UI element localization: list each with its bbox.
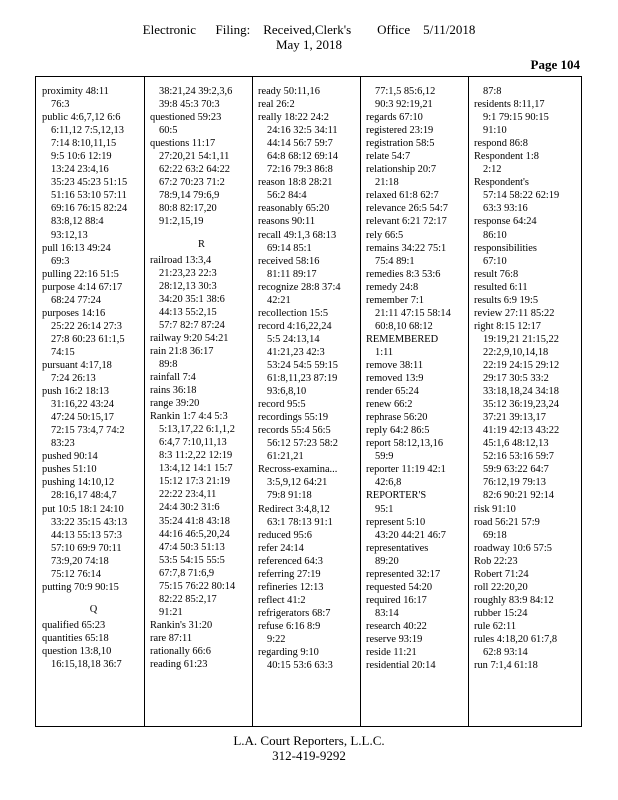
index-entry: recordings 55:19 [258, 412, 329, 424]
index-entry-continuation: 29:17 30:5 33:2 [483, 373, 549, 385]
index-entry: response 64:24 [474, 216, 537, 228]
index-entry: resulted 6:11 [474, 281, 528, 293]
index-entry: roadway 10:6 57:5 [474, 542, 552, 554]
column-divider [144, 77, 145, 726]
index-entry: roughly 83:9 84:12 [474, 594, 554, 606]
index-entry: residents 8:11,17 [474, 99, 545, 111]
index-entry-continuation: 47:24 50:15,17 [51, 412, 114, 424]
index-entry-continuation: 91:2,15,19 [159, 216, 204, 228]
index-entry-continuation: 9:5 10:6 12:19 [51, 151, 112, 163]
index-entry-continuation: 93:6,8,10 [267, 386, 307, 398]
index-entry-continuation: 76:3 [51, 99, 70, 111]
index-entry: reserve 93:19 [366, 633, 423, 645]
index-entry-continuation: 7:14 8:10,11,15 [51, 138, 117, 150]
index-entry: risk 91:10 [474, 503, 516, 515]
index-entry-continuation: 5:13,17,22 6:1,1,2 [159, 424, 235, 436]
index-entry: representatives [366, 542, 429, 554]
index-entry-continuation: 91:21 [159, 606, 183, 618]
index-entry: relate 54:7 [366, 151, 411, 163]
index-entry: rules 4:18,20 61:7,8 [474, 633, 558, 645]
index-entry-continuation: 57:10 69:9 70:11 [51, 542, 122, 554]
index-entry-continuation: 22:22 23:4,11 [159, 489, 217, 501]
index-entry-continuation: 86:10 [483, 229, 507, 241]
index-entry: rule 62:11 [474, 620, 517, 632]
index-entry: removed 13:9 [366, 373, 424, 385]
index-entry: referring 27:19 [258, 568, 321, 580]
index-entry-continuation: 60:8,10 68:12 [375, 320, 433, 332]
index-entry-continuation: 13:24 23:4,16 [51, 164, 109, 176]
index-letter-heading: R [198, 238, 205, 250]
index-entry-continuation: 69:3 [51, 255, 70, 267]
index-entry: registration 58:5 [366, 138, 435, 150]
index-entry: rely 66:5 [366, 229, 404, 241]
index-entry-continuation: 1:11 [375, 346, 394, 358]
index-entry-continuation: 35:24 41:8 43:18 [159, 515, 231, 527]
index-entry-continuation: 51:16 53:10 57:11 [51, 190, 127, 202]
index-entry: ready 50:11,16 [258, 86, 320, 97]
index-entry: reading 61:23 [150, 659, 208, 671]
footer-phone: 312-419-9292 [272, 748, 346, 763]
index-entry-continuation: 74:15 [51, 346, 75, 358]
index-entry-continuation: 5:5 24:13,14 [267, 333, 320, 345]
index-entry-continuation: 27:8 60:23 61:1,5 [51, 333, 125, 345]
index-entry: rain 21:8 36:17 [150, 345, 214, 357]
index-entry: rubber 15:24 [474, 607, 528, 619]
index-entry-continuation: 63:1 78:13 91:1 [267, 516, 333, 528]
index-entry: residential 20:14 [366, 660, 436, 672]
index-entry: pushes 51:10 [42, 464, 97, 476]
index-entry-continuation: 3:5,9,12 64:21 [267, 477, 328, 489]
index-entry-continuation: 21:23,23 22:3 [159, 267, 217, 279]
index-entry-continuation: 38:21,24 39:2,3,6 [159, 86, 233, 97]
index-entry-continuation: 21:11 47:15 58:14 [375, 307, 451, 319]
index-entry: rainfall 7:4 [150, 371, 196, 383]
index-entry: railway 9:20 54:21 [150, 332, 229, 344]
index-entry-continuation: 24:4 30:2 31:6 [159, 502, 220, 514]
index-entry: proximity 48:11 [42, 86, 109, 97]
index-entry-continuation: 22:19 24:15 29:12 [483, 359, 560, 371]
index-entry: pulling 22:16 51:5 [42, 268, 119, 280]
index-entry-continuation: 69:18 [483, 529, 507, 541]
index-entry-continuation: 44:16 46:5,20,24 [159, 528, 230, 540]
index-entry-continuation: 6:4,7 7:10,11,13 [159, 437, 227, 449]
index-entry: REMEMBERED [366, 333, 439, 345]
index-entry: pursuant 4:17,18 [42, 359, 112, 371]
index-entry-continuation: 56:12 57:23 58:2 [267, 438, 339, 450]
index-entry: requested 54:20 [366, 581, 433, 593]
index-entry: Respondent 1:8 [474, 151, 539, 163]
index-entry: railroad 13:3,4 [150, 254, 212, 266]
index-column-3 [258, 85, 361, 672]
index-entry-continuation: 35:12 36:19,23,24 [483, 399, 559, 411]
index-entry-continuation: 67:7,8 71:6,9 [159, 567, 215, 579]
index-entry: remedy 24:8 [366, 281, 419, 293]
index-entry-continuation: 57:14 58:22 62:19 [483, 190, 560, 202]
index-entry: referenced 64:3 [258, 555, 323, 567]
index-entry-continuation: 67:10 [483, 255, 507, 267]
index-entry-continuation: 77:1,5 85:6,12 [375, 86, 436, 97]
index-entry-continuation: 73:9,20 74:18 [51, 555, 109, 567]
index-entry-continuation: 82:6 90:21 92:14 [483, 490, 555, 502]
index-entry: pull 16:13 49:24 [42, 242, 111, 254]
index-entry: putting 70:9 90:15 [42, 581, 119, 593]
index-entry: real 26:2 [258, 99, 295, 111]
index-entry-continuation: 25:22 26:14 27:3 [51, 320, 123, 332]
page-number: Page 104 [530, 57, 580, 72]
index-table [35, 76, 582, 727]
index-entry: record 4:16,22,24 [258, 320, 332, 332]
index-entry: refuse 6:16 8:9 [258, 620, 321, 632]
index-entry-continuation: 81:11 89:17 [267, 268, 317, 280]
index-entry-continuation: 60:5 [159, 125, 178, 137]
filing-date-line: May 1, 2018 [275, 37, 343, 52]
index-entry: registered 23:19 [366, 125, 434, 137]
index-entry-continuation: 9:22 [267, 633, 286, 645]
index-entry: qualified 65:23 [42, 619, 106, 631]
index-entry-continuation: 67:2 70:23 71:2 [159, 177, 225, 189]
index-entry-continuation: 16:15,18,18 36:7 [51, 659, 122, 671]
index-entry-continuation: 2:12 [483, 164, 502, 176]
index-entry: relaxed 61:8 62:7 [366, 190, 439, 202]
index-entry: remember 7:1 [366, 294, 424, 306]
index-entry: Rob 22:23 [474, 555, 518, 567]
index-column-5 [474, 85, 577, 672]
index-entry: recollection 15:5 [258, 307, 329, 319]
index-entry-continuation: 13:4,12 14:1 15:7 [159, 463, 233, 475]
index-entry-continuation: 69:16 76:15 82:24 [51, 203, 128, 215]
index-entry: relevance 26:5 54:7 [366, 203, 448, 215]
index-entry: run 7:1,4 61:18 [474, 660, 538, 672]
index-entry-continuation: 9:1 79:15 90:15 [483, 112, 549, 124]
index-entry: reflect 41:2 [258, 594, 306, 606]
index-entry-continuation: 41:21,23 42:3 [267, 346, 325, 358]
index-entry: refer 24:14 [258, 542, 304, 554]
index-entry-continuation: 76:12,19 79:13 [483, 477, 546, 489]
index-entry: regarding 9:10 [258, 647, 319, 659]
index-entry-continuation: 39:8 45:3 70:3 [159, 99, 220, 111]
index-entry: question 13:8,10 [42, 645, 112, 657]
index-column-2 [150, 85, 253, 671]
index-entry: Respondent's [474, 177, 529, 189]
index-entry: really 18:22 24:2 [258, 112, 329, 124]
index-entry-continuation: 95:1 [375, 503, 394, 515]
index-entry-continuation: 27:20,21 54:1,11 [159, 151, 230, 163]
index-entry-continuation: 42:21 [267, 294, 291, 306]
index-entry: Redirect 3:4,8,12 [258, 503, 330, 515]
index-entry: Rankin 1:7 4:4 5:3 [150, 411, 228, 423]
index-entry: represent 5:10 [366, 516, 426, 528]
index-entry-continuation: 42:6,8 [375, 477, 402, 489]
index-entry: reporter 11:19 42:1 [366, 464, 446, 476]
index-entry: quantities 65:18 [42, 632, 109, 644]
index-entry-continuation: 64:8 68:12 69:14 [267, 151, 339, 163]
index-entry: reduced 95:6 [258, 529, 312, 541]
index-entry-continuation: 43:20 44:21 46:7 [375, 529, 447, 541]
footer-company: L.A. Court Reporters, L.L.C. [233, 733, 385, 748]
index-entry-continuation: 33:18,18,24 34:18 [483, 386, 559, 398]
index-entry: pushed 90:14 [42, 451, 98, 463]
index-entry-continuation: 35:23 45:23 51:15 [51, 177, 128, 189]
index-entry: rephrase 56:20 [366, 412, 428, 424]
index-entry-continuation: 28:16,17 48:4,7 [51, 490, 117, 502]
index-entry-continuation: 89:8 [159, 358, 178, 370]
index-entry-continuation: 83:23 [51, 438, 75, 450]
index-entry-continuation: 37:21 39:13,17 [483, 412, 546, 424]
index-entry: relationship 20:7 [366, 164, 437, 176]
index-entry-continuation: 62:8 93:14 [483, 647, 528, 659]
index-entry: pushing 14:10,12 [42, 477, 115, 489]
index-entry: right 8:15 12:17 [474, 320, 541, 332]
column-divider [468, 77, 469, 726]
index-entry-continuation: 83:14 [375, 607, 399, 619]
index-entry-continuation: 44:13 55:13 57:3 [51, 529, 123, 541]
index-entry-continuation: 93:12,13 [51, 229, 88, 241]
index-entry-continuation: 15:12 17:3 21:19 [159, 476, 231, 488]
index-entry: purposes 14:16 [42, 307, 106, 319]
index-entry: reason 18:8 28:21 [258, 177, 333, 189]
index-entry: research 40:22 [366, 620, 427, 632]
index-entry: put 10:5 18:1 24:10 [42, 503, 124, 515]
index-letter-heading: Q [89, 603, 98, 615]
index-entry-continuation: 61:8,11,23 87:19 [267, 373, 338, 385]
index-entry-continuation: 40:15 53:6 63:3 [267, 660, 333, 672]
index-column-4 [366, 85, 469, 672]
index-entry: rationally 66:6 [150, 645, 211, 657]
index-entry: rains 36:18 [150, 385, 197, 397]
index-entry: questions 11:17 [150, 138, 216, 150]
index-entry-continuation: 59:9 63:22 64:7 [483, 464, 549, 476]
index-entry: Rankin's 31:20 [150, 619, 213, 631]
index-entry-continuation: 90:3 92:19,21 [375, 99, 433, 111]
index-entry: push 16:2 18:13 [42, 386, 109, 398]
index-entry: represented 32:17 [366, 568, 441, 580]
index-entry-continuation: 75:4 89:1 [375, 255, 415, 267]
index-entry-continuation: 45:1,6 48:12,13 [483, 438, 549, 450]
index-entry: respond 86:8 [474, 138, 528, 150]
index-entry: remains 34:22 75:1 [366, 242, 447, 254]
index-entry: review 27:11 85:22 [474, 307, 555, 319]
index-entry-continuation: 56:2 84:4 [267, 190, 307, 202]
index-entry: purpose 4:14 67:17 [42, 281, 123, 293]
index-entry: records 55:4 56:5 [258, 425, 331, 437]
index-entry: remove 38:11 [366, 359, 424, 371]
index-entry-continuation: 52:16 53:16 59:7 [483, 451, 555, 463]
index-entry-continuation: 53:24 54:5 59:15 [267, 359, 339, 371]
index-entry-continuation: 62:22 63:2 64:22 [159, 164, 231, 176]
index-entry: regards 67:10 [366, 112, 423, 124]
index-entry-continuation: 80:8 82:17,20 [159, 203, 217, 215]
index-entry: relevant 6:21 72:17 [366, 216, 447, 228]
index-entry-continuation: 61:21,21 [267, 451, 304, 463]
index-entry: received 58:16 [258, 255, 320, 267]
index-entry-continuation: 72:15 73:4,7 74:2 [51, 425, 125, 437]
index-entry: required 16:17 [366, 594, 427, 606]
index-entry: questioned 59:23 [150, 112, 222, 124]
index-entry-continuation: 72:16 79:3 86:8 [267, 164, 333, 176]
index-entry-continuation: 22:2,9,10,14,18 [483, 346, 549, 358]
index-entry: recognize 28:8 37:4 [258, 281, 341, 293]
index-entry: REPORTER'S [366, 490, 427, 502]
index-entry-continuation: 24:16 32:5 34:11 [267, 125, 338, 137]
index-entry-continuation: 59:9 [375, 451, 394, 463]
index-entry-continuation: 91:10 [483, 125, 507, 137]
index-entry-continuation: 69:14 85:1 [267, 242, 312, 254]
index-entry-continuation: 57:7 82:7 87:24 [159, 319, 225, 331]
index-entry: Recross-examina... [258, 464, 338, 476]
index-entry: roll 22:20,20 [474, 581, 528, 593]
index-entry: public 4:6,7,12 6:6 [42, 112, 121, 124]
index-entry: reply 64:2 86:5 [366, 425, 430, 437]
index-entry: results 6:9 19:5 [474, 294, 539, 306]
index-entry-continuation: 6:11,12 7:5,12,13 [51, 125, 124, 137]
column-divider [360, 77, 361, 726]
index-entry: renew 66:2 [366, 399, 413, 411]
index-entry-continuation: 87:8 [483, 86, 502, 97]
index-entry-continuation: 68:24 77:24 [51, 294, 101, 306]
index-entry: range 39:20 [150, 398, 200, 410]
index-entry-continuation: 83:8,12 88:4 [51, 216, 104, 228]
index-entry: report 58:12,13,16 [366, 438, 444, 450]
index-entry: result 76:8 [474, 268, 519, 280]
index-entry-continuation: 79:8 91:18 [267, 490, 312, 502]
index-entry-continuation: 89:20 [375, 555, 399, 567]
index-entry-continuation: 31:16,22 43:24 [51, 399, 114, 411]
index-entry-continuation: 34:20 35:1 38:6 [159, 293, 225, 305]
index-entry-continuation: 41:19 42:13 43:22 [483, 425, 560, 437]
index-entry-continuation: 44:13 55:2,15 [159, 306, 217, 318]
index-column-1 [42, 85, 145, 671]
index-entry: record 95:5 [258, 399, 306, 411]
filing-stamp-line: Electronic Filing: Received,Clerk's Office 5/11/2018 [142, 22, 476, 37]
index-entry-continuation: 75:15 76:22 80:14 [159, 580, 236, 592]
index-entry-continuation: 75:12 76:14 [51, 568, 101, 580]
index-entry: road 56:21 57:9 [474, 516, 540, 528]
index-entry: recall 49:1,3 68:13 [258, 229, 337, 241]
index-entry-continuation: 28:12,13 30:3 [159, 280, 217, 292]
index-entry-continuation: 44:14 56:7 59:7 [267, 138, 333, 150]
index-entry: reasons 90:11 [258, 216, 316, 228]
index-entry-continuation: 63:3 93:16 [483, 203, 528, 215]
index-entry: render 65:24 [366, 386, 419, 398]
index-entry-continuation: 82:22 85:2,17 [159, 593, 217, 605]
index-entry-continuation: 21:18 [375, 177, 399, 189]
index-entry-continuation: 78:9,14 79:6,9 [159, 190, 220, 202]
index-entry: Robert 71:24 [474, 568, 529, 580]
index-entry: remedies 8:3 53:6 [366, 268, 441, 280]
column-divider [252, 77, 253, 726]
index-entry-continuation: 8:3 11:2,22 12:19 [159, 450, 233, 462]
index-entry-continuation: 53:5 54:15 55:5 [159, 554, 225, 566]
index-entry: responsibilities [474, 242, 537, 254]
index-entry: reside 11:21 [366, 647, 417, 659]
index-entry: refrigerators 68:7 [258, 607, 331, 619]
index-entry-continuation: 33:22 35:15 43:13 [51, 516, 128, 528]
index-entry-continuation: 47:4 50:3 51:13 [159, 541, 225, 553]
index-entry: refineries 12:13 [258, 581, 324, 593]
index-entry: rare 87:11 [150, 632, 193, 644]
index-entry-continuation: 19:19,21 21:15,22 [483, 333, 559, 345]
index-entry: reasonably 65:20 [258, 203, 330, 215]
index-entry-continuation: 7:24 26:13 [51, 373, 96, 385]
